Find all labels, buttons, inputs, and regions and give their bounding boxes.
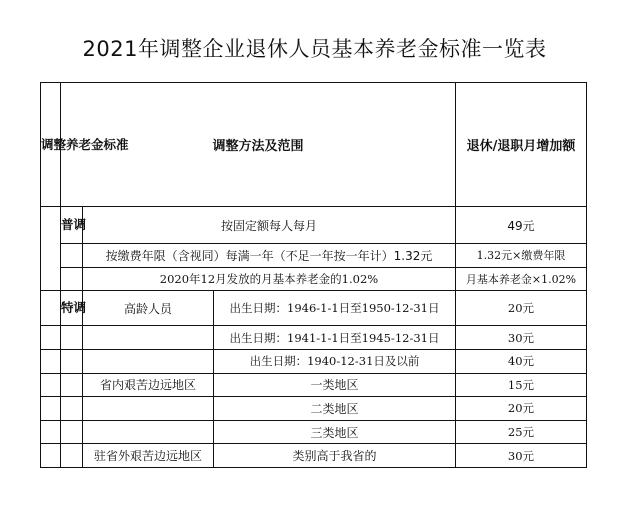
elderly-condition: 出生日期：1940-12-31日及以前 [214, 349, 456, 373]
empty-cell [83, 397, 214, 421]
hardship-out-label: 驻省外艰苦边远地区 [83, 444, 214, 468]
empty-cell [41, 349, 61, 373]
fixed-amount: 49元 [456, 207, 587, 244]
empty-cell [61, 397, 83, 421]
elderly-condition: 出生日期：1941-1-1日至1945-12-31日 [214, 326, 456, 350]
hardship-out-condition: 类别高于我省的 [214, 444, 456, 468]
section-special: 特调 [61, 291, 83, 326]
empty-cell [41, 207, 61, 291]
empty-cell [41, 444, 61, 468]
empty-cell [41, 326, 61, 350]
pension-standard-table [40, 82, 587, 468]
empty-cell [41, 397, 61, 421]
hardship-in-amount: 15元 [456, 373, 587, 397]
hardship-in-condition: 一类地区 [214, 373, 456, 397]
header-category: 调整养老金标准 [41, 83, 61, 207]
hardship-in-amount: 20元 [456, 397, 587, 421]
table-row [41, 349, 587, 373]
hardship-in-condition: 二类地区 [214, 397, 456, 421]
table-row [41, 267, 587, 291]
elderly-amount: 40元 [456, 349, 587, 373]
empty-cell [61, 444, 83, 468]
elderly-amount: 30元 [456, 326, 587, 350]
years-amount: 1.32元×缴费年限 [456, 244, 587, 268]
empty-cell [41, 420, 61, 444]
empty-cell [61, 326, 83, 350]
table-row [41, 244, 587, 268]
empty-cell [83, 349, 214, 373]
table-row [41, 373, 587, 397]
empty-cell [83, 420, 214, 444]
years-method: 按缴费年限（含视同）每满一年（不足一年按一年计）1.32元 [83, 244, 456, 268]
hardship-in-condition: 三类地区 [214, 420, 456, 444]
elderly-label: 高龄人员 [83, 291, 214, 326]
empty-cell [61, 373, 83, 397]
table-row [41, 207, 587, 244]
header-amount: 退休/退职月增加额 [456, 83, 587, 207]
section-general: 普调 [61, 207, 83, 244]
empty-cell [83, 326, 214, 350]
hardship-in-label: 省内艰苦边远地区 [83, 373, 214, 397]
percent-amount: 月基本养老金×1.02% [456, 267, 587, 291]
empty-cell [61, 244, 83, 268]
empty-cell [61, 267, 83, 291]
table-row [41, 444, 587, 468]
hardship-out-amount: 30元 [456, 444, 587, 468]
percent-method: 2020年12月发放的月基本养老金的1.02% [83, 267, 456, 291]
empty-cell [61, 420, 83, 444]
table-header-row [41, 83, 587, 207]
table-row [41, 397, 587, 421]
empty-cell [61, 349, 83, 373]
fixed-method: 按固定额每人每月 [83, 207, 456, 244]
elderly-condition: 出生日期：1946-1-1日至1950-12-31日 [214, 291, 456, 326]
hardship-in-amount: 25元 [456, 420, 587, 444]
table-row [41, 326, 587, 350]
empty-cell [41, 291, 61, 326]
table-row [41, 420, 587, 444]
table-row [41, 291, 587, 326]
page-title: 2021年调整企业退休人员基本养老金标准一览表 [82, 37, 547, 61]
header-method: 调整方法及范围 [61, 83, 456, 207]
elderly-amount: 20元 [456, 291, 587, 326]
empty-cell [41, 373, 61, 397]
